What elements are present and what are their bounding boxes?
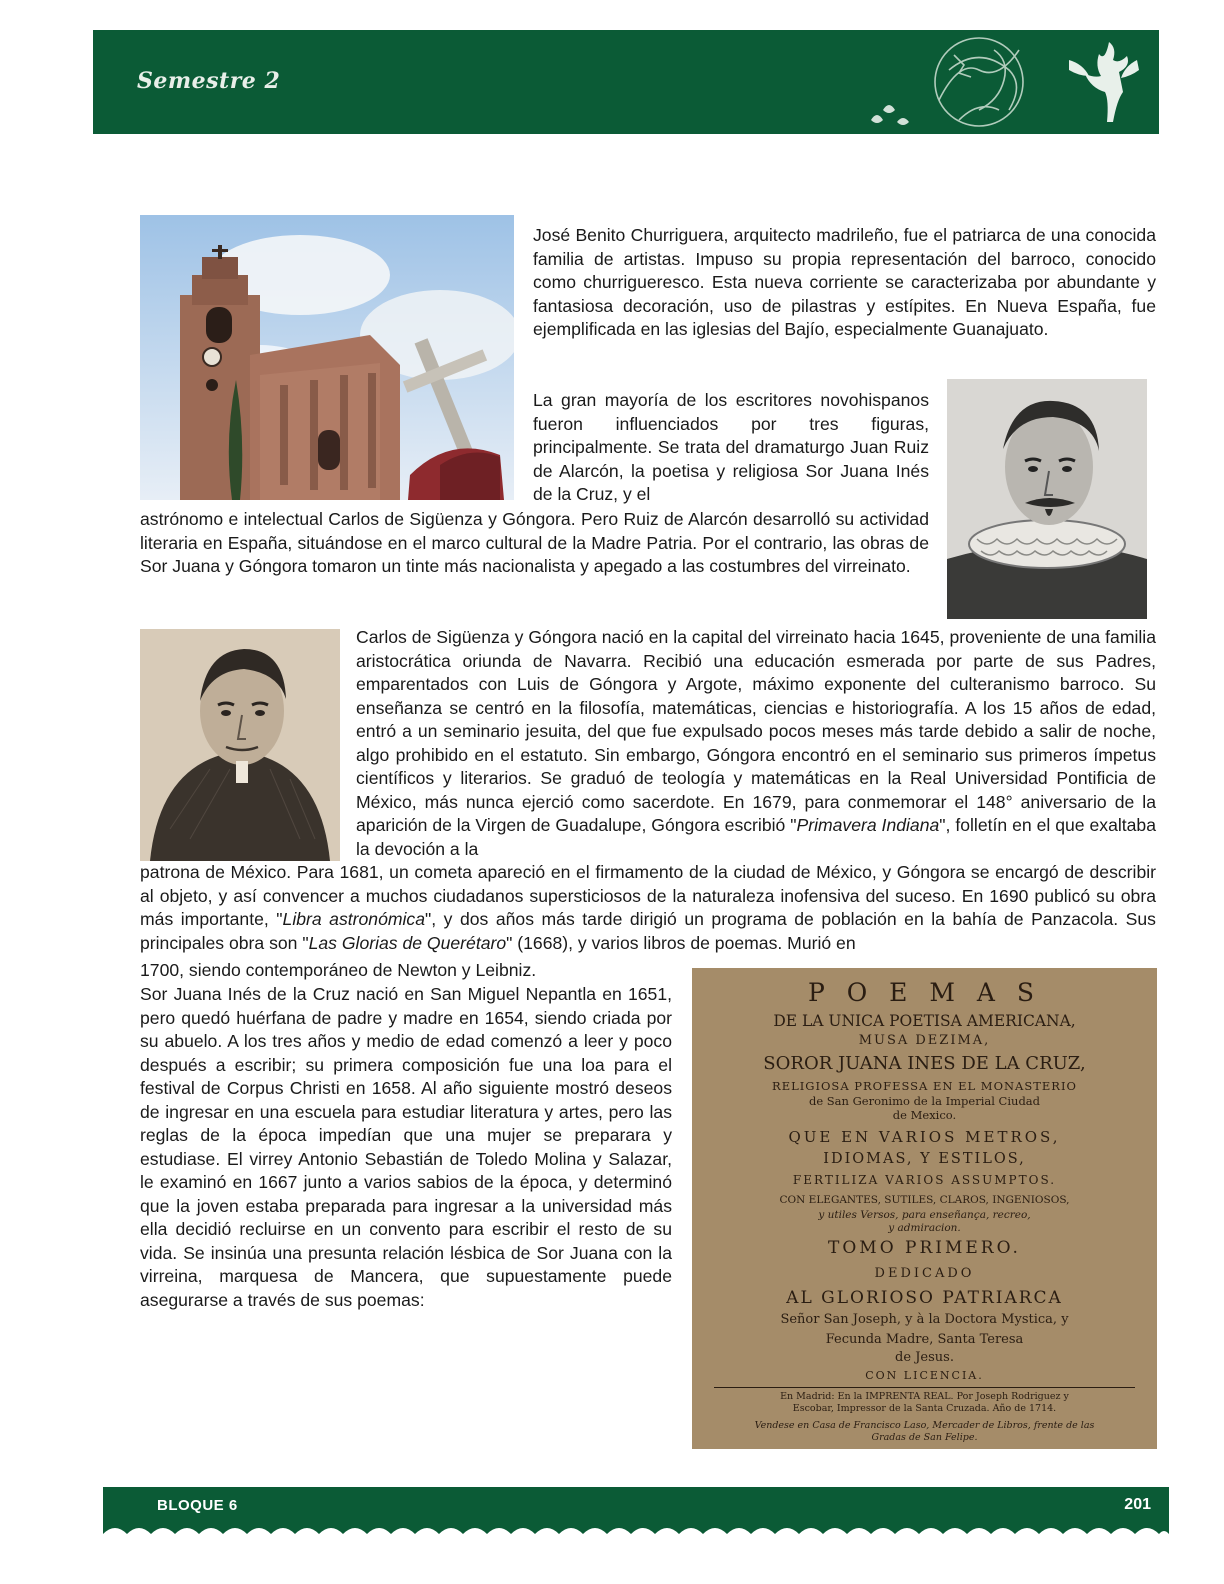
cover-line: RELIGIOSA PROFESSA EN EL MONASTERIO	[772, 1079, 1077, 1093]
cover-line: y admiracion.	[888, 1222, 961, 1234]
siguenza-text-d: ", y dos años más tarde dirigió un programa de población en la bahía de Panzacola. Sus principales obra son "	[140, 909, 1156, 953]
cover-line: Escobar, Impressor de la Santa Cruzada. Año de 1714.	[792, 1403, 1057, 1414]
cover-line: En Madrid: En la IMPRENTA REAL. Por Joseph Rodriguez y	[780, 1391, 1069, 1402]
book-cover-poemas	[692, 968, 1157, 1449]
page-header	[93, 30, 1159, 134]
title-primavera-indiana: Primavera Indiana	[796, 815, 940, 835]
siguenza-text-c: patrona de México. Para 1681, un cometa apareció en el firmamento de la ciudad de México, y Góngora se encargó de describir al objeto, y así convencer a muchos ciudadanos supersticiosos de la naturaleza inofensiva del suceso. En 1690 publicó su obra más importante, "	[140, 862, 1156, 929]
paragraph-siguenza-part2	[140, 861, 1156, 955]
cover-line: y utiles Versos, para enseñança, recreo,	[818, 1209, 1031, 1221]
cover-line: DE LA UNICA POETISA AMERICANA,	[773, 1012, 1076, 1030]
siguenza-text-a: Carlos de Sigüenza y Góngora nació en la capital del virreinato hacia 1645, proveniente de una familia aristocrática oriunda de Navarra. Recibió una educación esmerada por parte de sus Padres, emparentados con Luis de Góngora y Argote, máximo exponente del culteranismo barroco. Su enseñanza se centró en la filosofía, matemáticas, ciencias e historiografía. A los 15 años de edad, entró a un seminario jesuita, del que fue expulsado pocos meses más tarde debido a salir de noche, algo prohibido en el estatuto. Sin embargo, Góngora encontró en el seminario sus primeros ímpetus científicos y literarios. Se graduó de teología y matemáticas en la Real Universidad Pontificia de México, más nunca ejerció como sacerdote. En 1679, para conmemorar el 148° aniversario de la aparición de la Virgen de Guadalupe, Góngora escribió "	[356, 627, 1156, 835]
paragraph-siguenza-part3: 1700, siendo contemporáneo de Newton y Leibniz.	[140, 960, 537, 980]
cover-line: de Mexico.	[892, 1108, 957, 1122]
cover-line: Vendese en Casa de Francisco Laso, Mercader de Libros, frente de las	[754, 1420, 1095, 1431]
paragraph-sor-juana: Sor Juana Inés de la Cruz nació en San Miguel Nepantla en 1651, pero quedó huérfana de padre y madre en 1654, siendo criada por su abuelo. A los tres años y medio de edad comenzó a leer y poco después a escribir; su primera composición fue una loa para el festival de Corpus Christi en 1658. Al año siguiente mostró deseos de ingresar en una escuela para estudiar literatura y artes, pero las reglas de la época impedían que una mujer se preparara y estudiase. El virrey Antonio Sebastián de Toledo Molina y Salazar, le examinó en 1667 junto a varios sabios de la época, y determinó que la joven estaba preparada para ingresar a la universidad más ella decidió recluirse en un convento para escribir el resto de su vida. Se insinúa una presunta relación lésbica de Sor Juana con la virreina, marquesa de Mancera, que supuestamente puede asegurarse a través de sus poemas:	[140, 984, 672, 1310]
paragraph-churriguera: José Benito Churriguera, arquitecto madrileño, fue el patriarca de una conocida familia de artistas. Impuso su propia representación del barroco, conocido como churrigueresco. Esta nueva corriente se caracterizaba por abundante y fantasiosa decoración, uso de pilastras y estípites. En Nueva España, fue ejemplificada en las iglesias del Bajío, especialmente Guanajuato.	[533, 225, 1156, 339]
siguenza-text-e: " (1668), y varios libros de poemas. Murió en	[506, 932, 856, 953]
semester-label: Semestre 2	[137, 68, 281, 94]
cover-line: QUE EN VARIOS METROS,	[788, 1128, 1061, 1146]
portrait-ruiz-de-alarcon	[947, 379, 1147, 619]
cover-line: TOMO PRIMERO.	[828, 1238, 1021, 1258]
cover-line: IDIOMAS, Y ESTILOS,	[823, 1151, 1026, 1167]
title-glorias-de-queretaro: Las Glorias de Querétaro	[308, 932, 507, 953]
eagle-emblem-icon	[869, 30, 1159, 134]
cover-line: Gradas de San Felipe.	[871, 1432, 978, 1443]
cover-line: Fecunda Madre, Santa Teresa	[825, 1332, 1024, 1347]
siguenza-text-b: ", folletín en el que exaltaba la devoción a la	[356, 815, 1157, 859]
cover-line: SOROR JUANA INES DE LA CRUZ,	[763, 1053, 1086, 1074]
cover-line: P O E M A S	[807, 978, 1042, 1007]
cover-line: Señor San Joseph, y à la Doctora Mystica, y	[780, 1312, 1069, 1327]
block-label: BLOQUE 6	[157, 1497, 238, 1514]
cover-line: FERTILIZA VARIOS ASSUMPTOS.	[792, 1173, 1057, 1187]
title-libra-astronomica: Libra astronómica	[282, 909, 425, 929]
portrait-siguenza-y-gongora	[140, 629, 340, 861]
footer-scallop-pattern-icon	[103, 1520, 1169, 1544]
paragraph-influences-part2: astrónomo e intelectual Carlos de Sigüenza y Góngora. Pero Ruiz de Alarcón desarrolló su actividad literaria en España, situándose en el marco cultural de la Madre Patria. Por el contrario, las obras de Sor Juana y Góngora tomaron un tinte más nacionalista y apegado a las costumbres del virreinato.	[140, 509, 929, 576]
page-footer	[103, 1487, 1169, 1544]
cover-line: de Jesus.	[895, 1350, 954, 1365]
paragraph-influences-part1: La gran mayoría de los escritores novohispanos fueron influenciados por tres figuras, principalmente. Se trata del dramaturgo Juan Ruiz de Alarcón, la poetisa y religiosa Sor Juana Inés de la Cruz, y el	[533, 390, 929, 504]
cover-divider	[714, 1387, 1135, 1388]
church-photo	[140, 215, 514, 500]
cover-line: AL GLORIOSO PATRIARCA	[786, 1288, 1063, 1308]
cover-line: CON LICENCIA.	[865, 1369, 984, 1382]
page-number: 201	[1124, 1496, 1151, 1513]
cover-line: CON ELEGANTES, SUTILES, CLAROS, INGENIOSOS,	[779, 1194, 1070, 1206]
cover-line: de San Geronimo de la Imperial Ciudad	[808, 1094, 1041, 1108]
paragraph-siguenza-part1	[356, 626, 1156, 861]
cover-line: MUSA DEZIMA,	[858, 1033, 991, 1048]
cover-line: DEDICADO	[874, 1266, 975, 1281]
